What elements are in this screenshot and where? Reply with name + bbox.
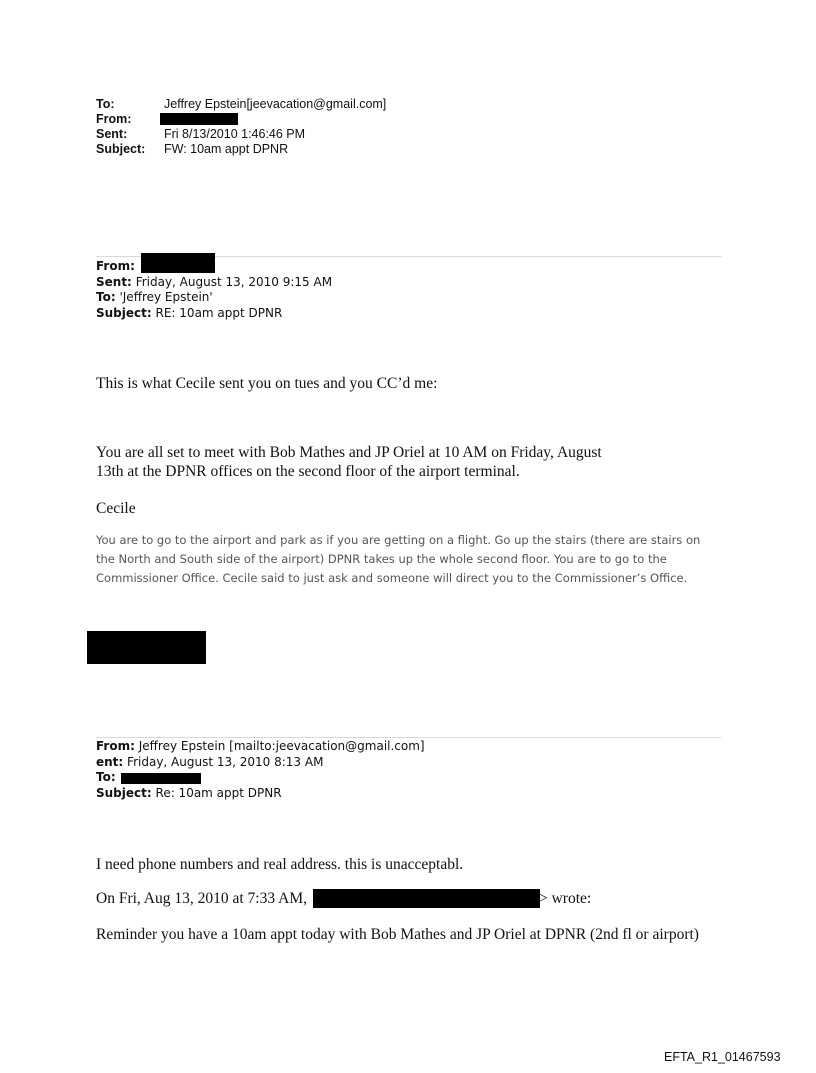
redaction-block	[87, 631, 206, 664]
directions-note-line: You are to go to the airport and park as if you are getting on a flight. Go up the stairs (there are stairs on	[96, 533, 701, 547]
from-label: From:	[96, 259, 135, 273]
from-label: From:	[96, 739, 135, 753]
redaction-bar	[313, 889, 540, 908]
reminder-line: Reminder you have a 10am appt today with Bob Mathes and JP Oriel at DPNR (2nd fl or airport)	[96, 926, 699, 943]
from-label: From:	[96, 112, 132, 126]
to-label: To:	[96, 290, 116, 304]
sent-value: Friday, August 13, 2010 9:15 AM	[135, 274, 333, 289]
to-label: To:	[96, 97, 115, 111]
directions-note-line: Commissioner Office. Cecile said to just ask and someone will direct you to the Commissioner’s Office.	[96, 571, 688, 585]
to-value: Jeffrey Epstein[jeevacation@gmail.com]	[164, 97, 387, 111]
subject-label: Subject:	[96, 305, 152, 320]
sent-label: ent:	[96, 754, 124, 769]
wrote-line-prefix: On Fri, Aug 13, 2010 at 7:33 AM,	[96, 890, 307, 907]
redaction-bar	[141, 253, 215, 273]
reply-header	[96, 739, 516, 803]
sent-value: Fri 8/13/2010 1:46:46 PM	[164, 127, 306, 141]
subject-value: RE: 10am appt DPNR	[155, 305, 283, 320]
sent-value: Friday, August 13, 2010 8:13 AM	[127, 754, 324, 769]
subject-label: Subject:	[96, 785, 152, 800]
document-id: EFTA_R1_01467593	[664, 1050, 781, 1064]
body-intro: This is what Cecile sent you on tues and you CC’d me:	[96, 375, 438, 392]
to-value: 'Jeffrey Epstein'	[119, 290, 213, 304]
reply-header	[96, 259, 496, 323]
body-paragraph-line: 13th at the DPNR offices on the second floor of the airport terminal.	[96, 463, 520, 480]
sent-label: Sent:	[96, 127, 128, 141]
subject-label: Subject:	[96, 142, 146, 156]
redaction-bar	[160, 113, 238, 125]
body-line: I need phone numbers and real address. this is unacceptabl.	[96, 856, 464, 873]
divider	[96, 737, 721, 738]
wrote-line-suffix: > wrote:	[539, 890, 592, 907]
redaction-bar	[121, 773, 201, 784]
outer-email-header	[96, 97, 496, 159]
to-label: To:	[96, 770, 116, 784]
signature: Cecile	[96, 500, 136, 517]
from-value: Jeffrey Epstein [mailto:jeevacation@gmail.com]	[138, 739, 425, 753]
sent-label: Sent:	[96, 274, 132, 289]
subject-value: Re: 10am appt DPNR	[155, 785, 282, 800]
subject-value: FW: 10am appt DPNR	[164, 142, 289, 156]
directions-note-line: the North and South side of the airport) DPNR takes up the whole second floor. You are to go to the	[96, 552, 667, 566]
body-paragraph-line: You are all set to meet with Bob Mathes and JP Oriel at 10 AM on Friday, August	[96, 444, 602, 461]
